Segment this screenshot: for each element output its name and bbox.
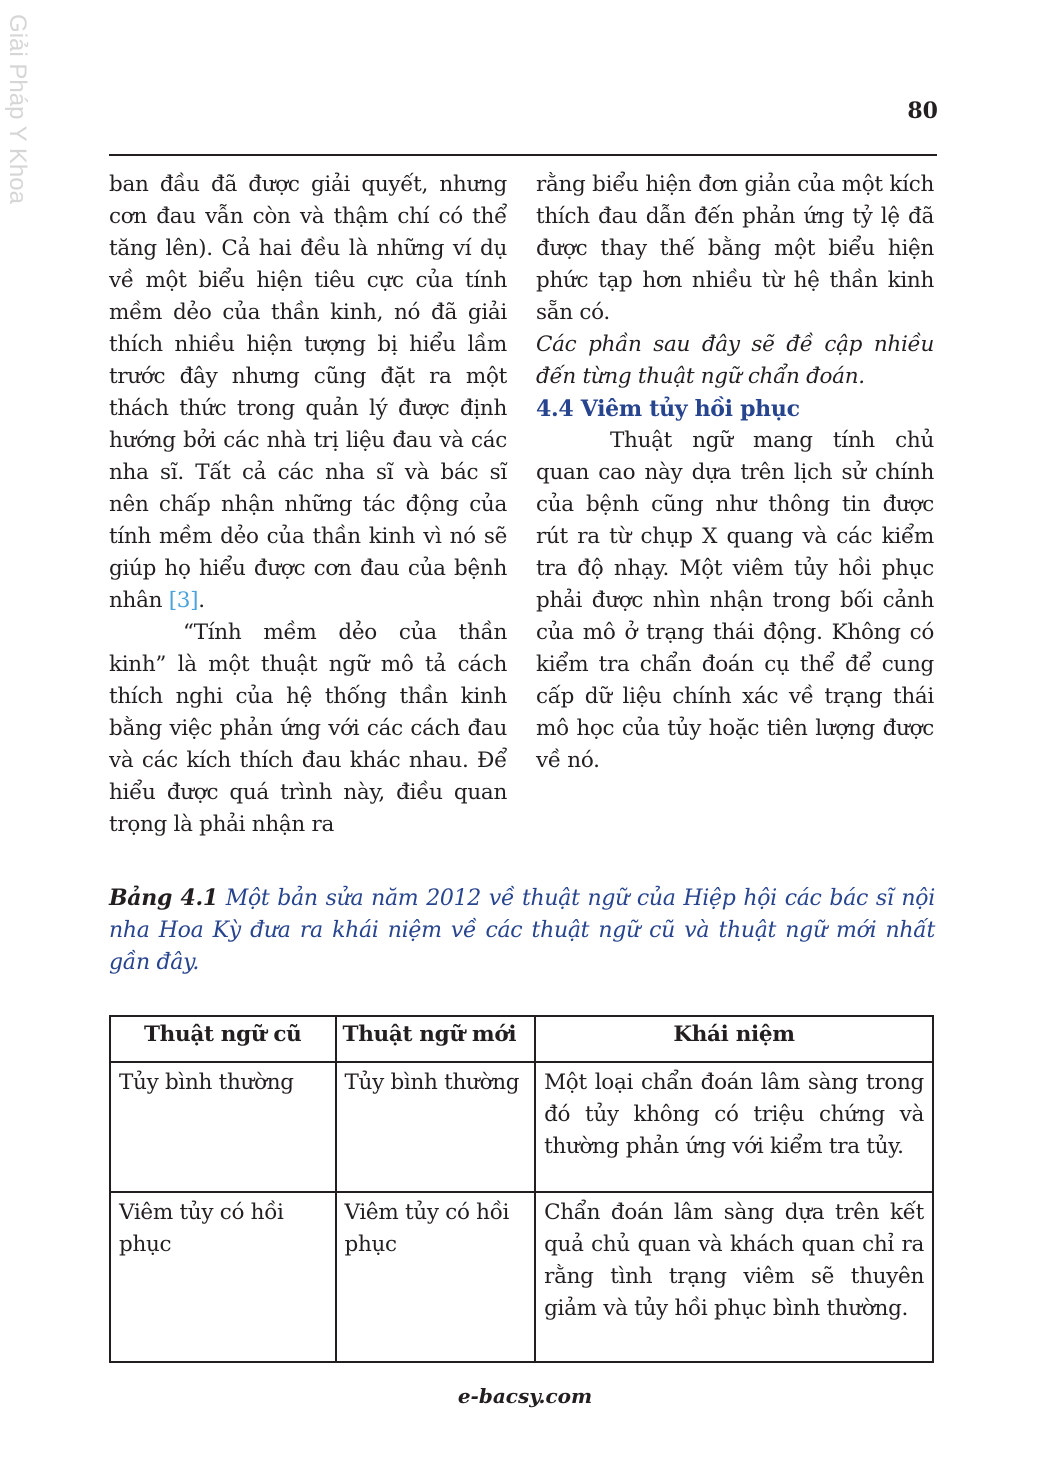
header-rule bbox=[109, 154, 937, 156]
cell-concept: Một loại chẩn đoán lâm sàng trong đó tủy không có triệu chứng và thường phản ứng với kiểm tra tủy. bbox=[535, 1062, 933, 1192]
header-concept: Khái niệm bbox=[535, 1016, 933, 1062]
left-paragraph-1 bbox=[109, 169, 507, 617]
left-column bbox=[109, 169, 507, 841]
left-paragraph-1-text: ban đầu đã được giải quyết, nhưng cơn đau vẫn còn và thậm chí có thể tăng lên). Cả hai đều là những ví dụ về một biểu hiện tiêu cực của tính mềm dẻo của thần kinh, nó đã giải thích nhiều hiện tượng bị hiểu lầm trước đây nhưng cũng đặt ra một thách thức trong quản lý được định hướng bởi các nhà trị liệu đau và các nha sĩ. Tất cả các nha sĩ và bác sĩ nên chấp nhận những tác động của tính mềm dẻo của thần kinh vì nó sẽ giúp họ hiểu được cơn đau của bệnh nhân bbox=[109, 172, 507, 613]
page-number: 80 bbox=[907, 98, 938, 124]
cell-new-term: Tủy bình thường bbox=[336, 1062, 536, 1192]
cell-concept: Chẩn đoán lâm sàng dựa trên kết quả chủ quan và khách quan chỉ ra rằng tình trạng viêm sẽ thuyên giảm và tủy hồi phục bình thường. bbox=[535, 1192, 933, 1362]
footer-site: e-bacsy.com bbox=[457, 1384, 593, 1408]
table-caption-text: Một bản sửa năm 2012 về thuật ngữ của Hiệp hội các bác sĩ nội nha Hoa Kỳ đưa ra khái niệm về các thuật ngữ cũ và thuật ngữ mới nhất gần đây. bbox=[109, 886, 935, 975]
right-paragraph-1: rằng biểu hiện đơn giản của một kích thích đau dẫn đến phản ứng tỷ lệ đã được thay thế bằng một biểu hiện phức tạp hơn nhiều từ hệ thần kinh sẵn có. bbox=[536, 172, 934, 325]
side-watermark bbox=[2, 14, 32, 204]
cell-new-term: Viêm tủy có hồi phục bbox=[336, 1192, 536, 1362]
header-old-term: Thuật ngữ cũ bbox=[110, 1016, 336, 1062]
table-caption-label: Bảng 4.1 bbox=[109, 885, 218, 911]
right-column bbox=[536, 169, 934, 777]
cell-old-term: Tủy bình thường bbox=[110, 1062, 336, 1192]
left-paragraph-2: “Tính mềm dẻo của thần kinh” là một thuật ngữ mô tả cách thích nghi của hệ thống thần kinh bằng việc phản ứng với các cách đau và các kích thích đau khác nhau. Để hiểu được quá trình này, điều quan trọng là phải nhận ra bbox=[109, 620, 507, 837]
table-row bbox=[110, 1062, 933, 1192]
right-paragraph-2: Các phần sau đây sẽ đề cập nhiều đến từng thuật ngữ chẩn đoán. bbox=[536, 332, 934, 389]
citation-link[interactable]: [3] bbox=[168, 588, 199, 613]
table-caption bbox=[109, 882, 935, 979]
table-header-row bbox=[110, 1016, 933, 1062]
header-new-term: Thuật ngữ mới bbox=[336, 1016, 536, 1062]
terminology-table bbox=[109, 1015, 934, 1363]
section-heading: 4.4 Viêm tủy hồi phục bbox=[536, 396, 800, 422]
watermark-text: Giải Pháp Y Khoa bbox=[4, 14, 31, 204]
left-paragraph-1-end: . bbox=[198, 588, 205, 613]
cell-old-term: Viêm tủy có hồi phục bbox=[110, 1192, 336, 1362]
right-paragraph-3: Thuật ngữ mang tính chủ quan cao này dựa trên lịch sử chính của bệnh cũng như thông tin được rút ra từ chụp X quang và các kiểm tra độ nhạy. Một viêm tủy hồi phục phải được nhìn nhận trong bối cảnh của mô ở trạng thái động. Không có kiểm tra chẩn đoán cụ thể để cung cấp dữ liệu chính xác về trạng thái mô học của tủy hoặc tiên lượng được về nó. bbox=[536, 428, 934, 773]
table-row bbox=[110, 1192, 933, 1362]
